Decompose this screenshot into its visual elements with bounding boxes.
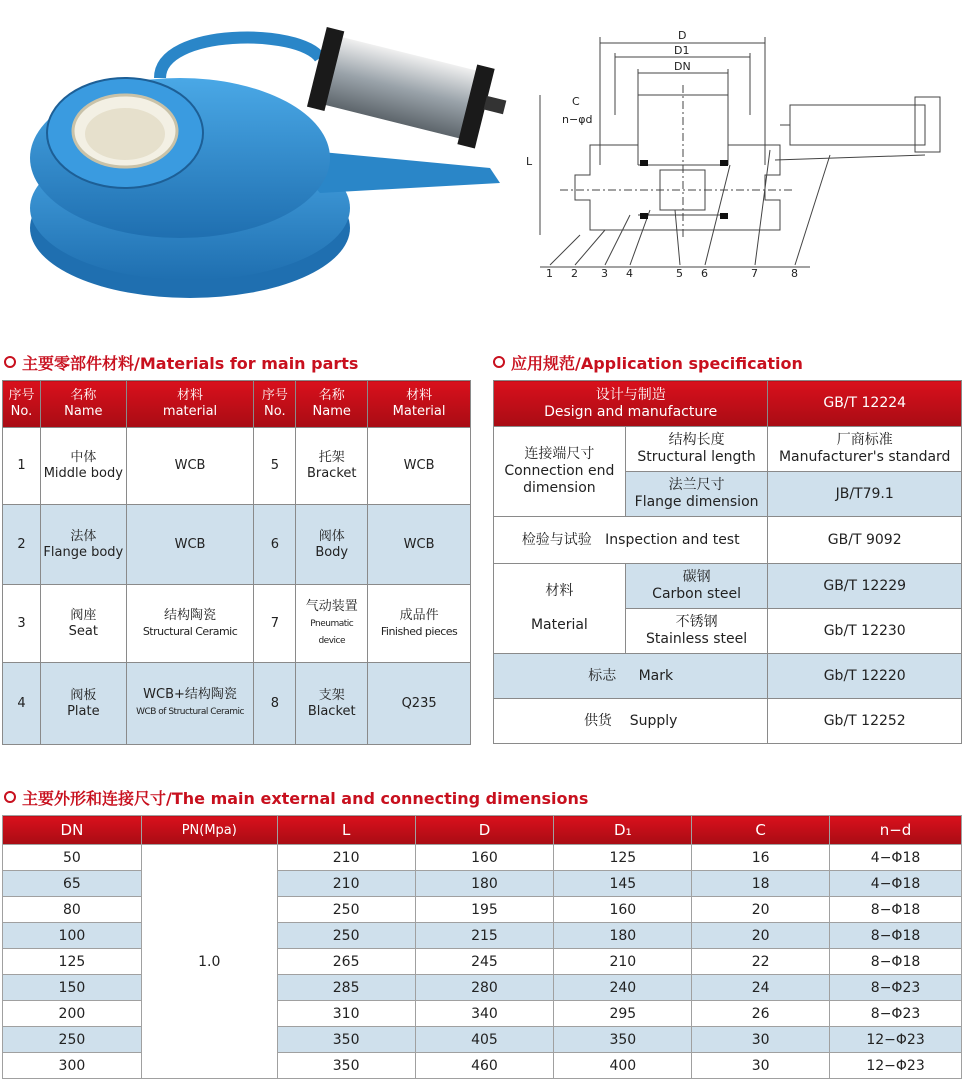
- dim-d1-label: D1: [674, 44, 690, 57]
- dimensions-table: [2, 815, 962, 1079]
- table-row: [494, 564, 962, 609]
- l-cell: 310: [277, 1001, 415, 1027]
- nd-cell: 12−Φ23: [830, 1053, 962, 1079]
- l-cell: 210: [277, 845, 415, 871]
- dn-cell: 150: [3, 975, 142, 1001]
- header-name-2: 名称 Name: [296, 381, 368, 428]
- header-d1: D₁: [554, 816, 692, 845]
- callout-4: 4: [626, 267, 633, 280]
- structural-length-standard: 厂商标准 Manufacturer's standard: [768, 427, 962, 472]
- stainless-steel-standard: Gb/T 12230: [768, 609, 962, 654]
- d-cell: 160: [415, 845, 554, 871]
- nd-cell: 8−Φ18: [830, 897, 962, 923]
- table-row: [3, 585, 471, 663]
- d1-cell: 350: [554, 1027, 692, 1053]
- l-cell: 250: [277, 923, 415, 949]
- nd-cell: 12−Φ23: [830, 1027, 962, 1053]
- part-material: WCB: [126, 428, 254, 505]
- nd-cell: 8−Φ23: [830, 1001, 962, 1027]
- design-standard: GB/T 12224: [768, 381, 962, 427]
- d1-cell: 160: [554, 897, 692, 923]
- header-no: 序号 No.: [3, 381, 41, 428]
- bullet-icon: [4, 356, 16, 368]
- d-cell: 280: [415, 975, 554, 1001]
- nd-cell: 8−Φ23: [830, 975, 962, 1001]
- header-material-2: 材料 Material: [368, 381, 471, 428]
- row-no: 4: [3, 663, 41, 745]
- materials-section-title: 主要零部件材料/Materials for main parts: [4, 351, 358, 374]
- dn-cell: 200: [3, 1001, 142, 1027]
- materials-table: [2, 380, 471, 745]
- pn-cell: 1.0: [141, 845, 277, 1079]
- c-cell: 18: [692, 871, 830, 897]
- valve-product-photo: [20, 18, 520, 308]
- nd-cell: 4−Φ18: [830, 871, 962, 897]
- d-cell: 245: [415, 949, 554, 975]
- header-l: L: [277, 816, 415, 845]
- flange-dimension-standard: JB/T79.1: [768, 472, 962, 517]
- row-no: 2: [3, 505, 41, 585]
- d-cell: 180: [415, 871, 554, 897]
- dn-cell: 300: [3, 1053, 142, 1079]
- nd-cell: 8−Φ18: [830, 923, 962, 949]
- application-section-title: 应用规范/Application specification: [493, 351, 803, 374]
- c-cell: 30: [692, 1027, 830, 1053]
- header-no-2: 序号 No.: [254, 381, 296, 428]
- d1-cell: 295: [554, 1001, 692, 1027]
- structural-length-label: 结构长度 Structural length: [625, 427, 768, 472]
- table-row: [3, 845, 962, 871]
- carbon-steel-label: 碳钢 Carbon steel: [625, 564, 768, 609]
- part-name: 法体 Flange body: [40, 505, 126, 585]
- part-material: WCB: [368, 428, 471, 505]
- d1-cell: 125: [554, 845, 692, 871]
- application-header-row: [494, 381, 962, 427]
- l-cell: 265: [277, 949, 415, 975]
- part-name: 支架 Blacket: [296, 663, 368, 745]
- part-name: 阀板 Plate: [40, 663, 126, 745]
- stainless-steel-label: 不锈钢 Stainless steel: [625, 609, 768, 654]
- c-cell: 22: [692, 949, 830, 975]
- part-material: WCB: [126, 505, 254, 585]
- bullet-icon: [4, 791, 16, 803]
- row-no: 1: [3, 428, 41, 505]
- callout-5: 5: [676, 267, 683, 280]
- d1-cell: 400: [554, 1053, 692, 1079]
- dim-dn-label: DN: [674, 60, 691, 73]
- part-material: Q235: [368, 663, 471, 745]
- part-name: 中体 Middle body: [40, 428, 126, 505]
- callout-2: 2: [571, 267, 578, 280]
- callout-6: 6: [701, 267, 708, 280]
- header-d: D: [415, 816, 554, 845]
- application-table: [493, 380, 962, 744]
- l-cell: 210: [277, 871, 415, 897]
- table-row: [494, 699, 962, 744]
- nd-cell: 8−Φ18: [830, 949, 962, 975]
- d1-cell: 145: [554, 871, 692, 897]
- c-cell: 16: [692, 845, 830, 871]
- design-label: 设计与制造 Design and manufacture: [494, 381, 768, 427]
- c-cell: 24: [692, 975, 830, 1001]
- d1-cell: 240: [554, 975, 692, 1001]
- row-no: 5: [254, 428, 296, 505]
- dim-nd-label: n−φd: [562, 113, 593, 126]
- d-cell: 405: [415, 1027, 554, 1053]
- part-name: 气动装置 Pneumatic device: [296, 585, 368, 663]
- materials-header-row: [3, 381, 471, 428]
- flange-dimension-label: 法兰尺寸 Flange dimension: [625, 472, 768, 517]
- c-cell: 20: [692, 897, 830, 923]
- row-no: 3: [3, 585, 41, 663]
- dim-d-label: D: [678, 29, 687, 42]
- material-label: 材料 Material: [494, 564, 626, 654]
- header-dn: DN: [3, 816, 142, 845]
- d1-cell: 210: [554, 949, 692, 975]
- row-no: 7: [254, 585, 296, 663]
- supply-standard: Gb/T 12252: [768, 699, 962, 744]
- callout-8: 8: [791, 267, 798, 280]
- row-no: 8: [254, 663, 296, 745]
- c-cell: 20: [692, 923, 830, 949]
- part-material: 结构陶瓷 Structural Ceramic: [126, 585, 254, 663]
- inspection-label: 检验与试验 Inspection and test: [494, 517, 768, 564]
- header-c: C: [692, 816, 830, 845]
- dimensions-section-title: 主要外形和连接尺寸/The main external and connecting dimensions: [4, 786, 588, 809]
- inspection-standard: GB/T 9092: [768, 517, 962, 564]
- l-cell: 350: [277, 1027, 415, 1053]
- part-name: 阀座 Seat: [40, 585, 126, 663]
- table-row: [494, 517, 962, 564]
- dim-c-label: C: [572, 95, 580, 108]
- dn-cell: 65: [3, 871, 142, 897]
- table-row: [494, 427, 962, 472]
- dim-l-label: L: [526, 155, 533, 168]
- dn-cell: 125: [3, 949, 142, 975]
- c-cell: 26: [692, 1001, 830, 1027]
- callout-3: 3: [601, 267, 608, 280]
- dn-cell: 100: [3, 923, 142, 949]
- table-row: [3, 428, 471, 505]
- header-material: 材料 material: [126, 381, 254, 428]
- dn-cell: 250: [3, 1027, 142, 1053]
- part-material: WCB+结构陶瓷 WCB of Structural Ceramic: [126, 663, 254, 745]
- part-name: 托架 Bracket: [296, 428, 368, 505]
- carbon-steel-standard: GB/T 12229: [768, 564, 962, 609]
- supply-label: 供货 Supply: [494, 699, 768, 744]
- part-material: 成品件 Finished pieces: [368, 585, 471, 663]
- l-cell: 285: [277, 975, 415, 1001]
- d-cell: 195: [415, 897, 554, 923]
- callout-7: 7: [751, 267, 758, 280]
- d-cell: 460: [415, 1053, 554, 1079]
- dimensions-header-row: [3, 816, 962, 845]
- table-row: [3, 663, 471, 745]
- row-no: 6: [254, 505, 296, 585]
- c-cell: 30: [692, 1053, 830, 1079]
- part-material: WCB: [368, 505, 471, 585]
- table-row: [3, 505, 471, 585]
- header-name: 名称 Name: [40, 381, 126, 428]
- bullet-icon: [493, 356, 505, 368]
- connection-end-label: 连接端尺寸 Connection end dimension: [494, 427, 626, 517]
- l-cell: 350: [277, 1053, 415, 1079]
- header-pn: PN(Mpa): [141, 816, 277, 845]
- part-name: 阀体 Body: [296, 505, 368, 585]
- mark-label: 标志 Mark: [494, 654, 768, 699]
- mark-standard: Gb/T 12220: [768, 654, 962, 699]
- technical-drawing: [520, 25, 960, 285]
- callout-1: 1: [546, 267, 553, 280]
- d-cell: 215: [415, 923, 554, 949]
- dn-cell: 80: [3, 897, 142, 923]
- l-cell: 250: [277, 897, 415, 923]
- header-nd: n−d: [830, 816, 962, 845]
- d1-cell: 180: [554, 923, 692, 949]
- dn-cell: 50: [3, 845, 142, 871]
- table-row: [494, 654, 962, 699]
- nd-cell: 4−Φ18: [830, 845, 962, 871]
- d-cell: 340: [415, 1001, 554, 1027]
